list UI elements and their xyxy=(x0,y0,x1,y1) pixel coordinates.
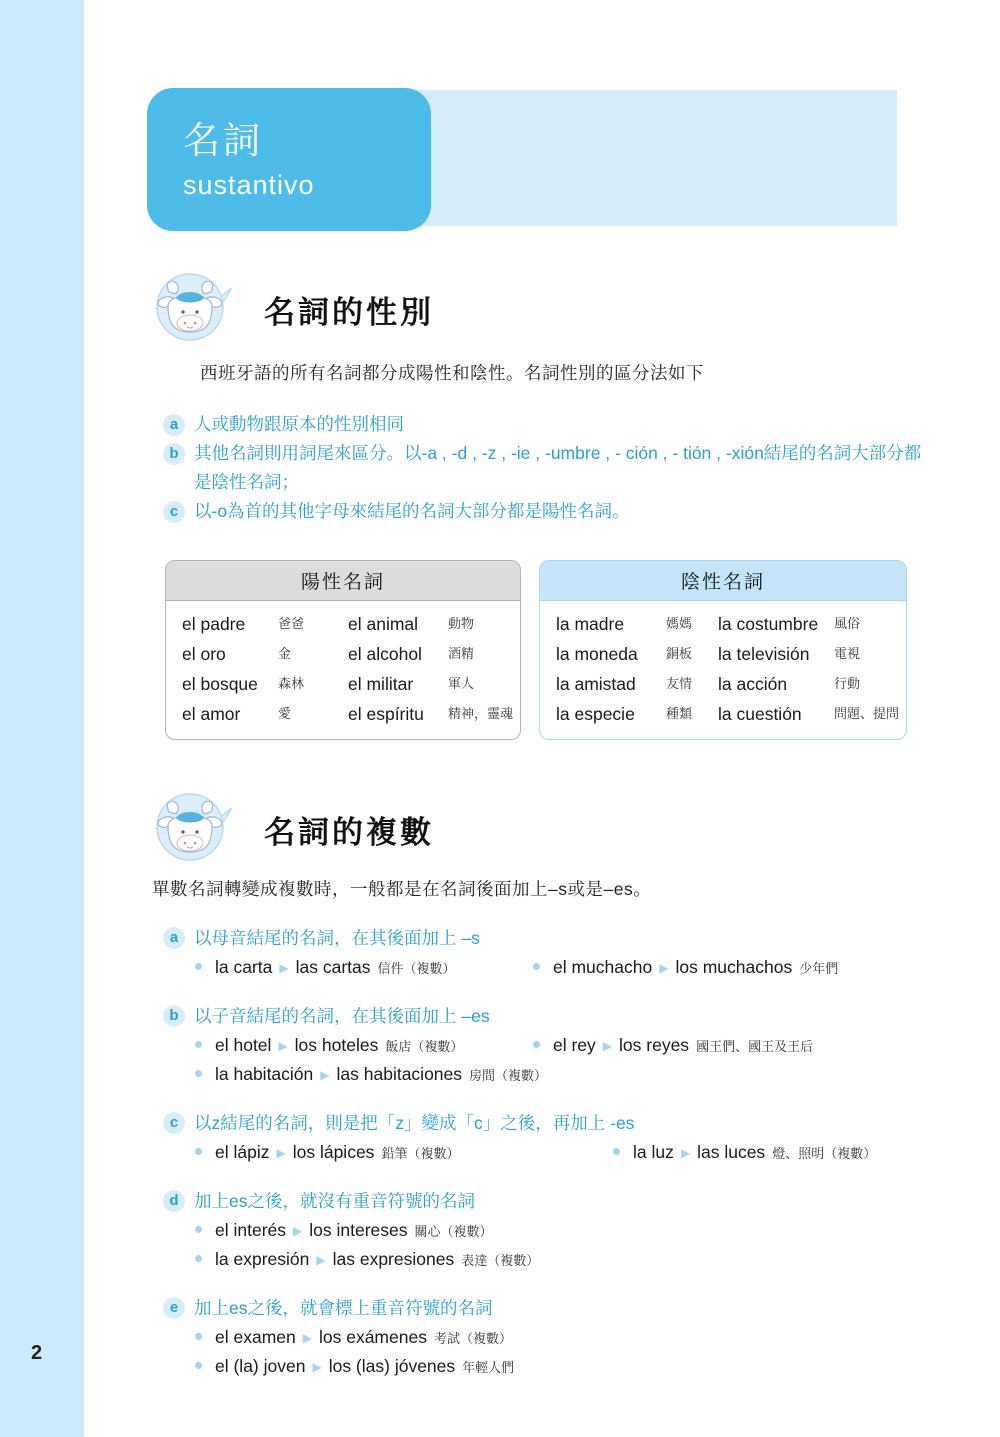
translation: 種類 xyxy=(666,706,693,721)
example xyxy=(195,1064,548,1084)
plural-rules-list xyxy=(163,923,963,1400)
noun: la especie xyxy=(556,704,635,724)
singular: el (la) joven xyxy=(215,1356,306,1376)
table-row xyxy=(182,699,516,729)
masculine-nouns-table xyxy=(165,560,521,740)
arrow-right-icon: ▶ xyxy=(320,1068,330,1082)
rule-heading xyxy=(163,923,963,953)
singular: la luz xyxy=(633,1142,674,1162)
example-line xyxy=(163,1245,963,1274)
noun: el espíritu xyxy=(348,704,424,724)
singular: el interés xyxy=(215,1220,287,1240)
example-line xyxy=(163,1352,963,1381)
section-gender-intro: 西班牙語的所有名詞都分成陽性和陰性。名詞性別的區分法如下 xyxy=(200,363,704,383)
noun: la acción xyxy=(718,674,788,694)
plural: los intereses xyxy=(309,1220,408,1240)
noun: el alcohol xyxy=(348,644,422,664)
bullet-icon xyxy=(195,1070,202,1077)
table-row xyxy=(182,639,516,669)
chapter-header-card xyxy=(147,88,431,231)
table-header: 陽性名詞 xyxy=(166,561,520,601)
example xyxy=(533,953,838,983)
left-margin-strip xyxy=(0,0,84,1437)
plural: las cartas xyxy=(295,957,371,977)
translation: 表達（複數） xyxy=(461,1253,540,1268)
singular: el rey xyxy=(553,1035,596,1055)
bullet-icon xyxy=(195,1148,202,1155)
rule-text: 以母音結尾的名詞，在其後面加上 –s xyxy=(194,928,480,948)
translation: 問題、提問 xyxy=(834,706,900,721)
letter-badge: c xyxy=(163,501,185,523)
arrow-right-icon: ▶ xyxy=(316,1253,326,1267)
translation: 愛 xyxy=(278,706,292,721)
letter-badge: e xyxy=(163,1297,185,1319)
noun: el militar xyxy=(348,674,414,694)
example xyxy=(195,1035,464,1055)
translation: 電視 xyxy=(834,646,861,661)
singular: la expresión xyxy=(215,1249,310,1269)
translation: 媽媽 xyxy=(666,616,693,631)
example xyxy=(195,1356,515,1376)
cow-mascot-icon xyxy=(156,792,234,867)
bullet-icon xyxy=(195,1226,202,1233)
example xyxy=(195,1220,493,1240)
chapter-title: 名詞 xyxy=(183,120,263,161)
translation: 動物 xyxy=(448,616,475,631)
example-line xyxy=(163,1138,963,1167)
translation: 年輕人們 xyxy=(462,1360,515,1375)
section-gender-heading xyxy=(156,272,434,347)
noun: el amor xyxy=(182,704,241,724)
plural: las expresiones xyxy=(332,1249,455,1269)
noun: la amistad xyxy=(556,674,636,694)
example xyxy=(195,1249,540,1269)
translation: 燈、照明（複數） xyxy=(772,1146,877,1161)
rule-heading xyxy=(163,1108,963,1138)
section-plural-intro: 單數名詞轉變成複數時，一般都是在名詞後面加上–s或是–es。 xyxy=(152,879,652,899)
noun: la televisión xyxy=(718,644,810,664)
singular: el lápiz xyxy=(215,1142,270,1162)
bullet-icon xyxy=(195,1041,202,1048)
section-title: 名詞的複數 xyxy=(264,815,434,850)
translation: 風俗 xyxy=(834,616,861,631)
translation: 精神，靈魂 xyxy=(448,706,514,721)
example-line xyxy=(163,1323,963,1352)
point-text: 人或動物跟原本的性別相同 xyxy=(194,414,404,434)
section-plural-heading xyxy=(156,792,434,867)
translation: 行動 xyxy=(834,676,861,691)
gender-tables xyxy=(165,560,907,740)
translation: 關心（複數） xyxy=(414,1224,493,1239)
arrow-right-icon: ▶ xyxy=(293,1224,303,1238)
rule-text: 加上es之後，就沒有重音符號的名詞 xyxy=(194,1191,475,1211)
noun: el bosque xyxy=(182,674,258,694)
chapter-subtitle: sustantivo xyxy=(183,170,315,200)
rule-d xyxy=(163,1186,963,1274)
example-line xyxy=(163,1060,963,1089)
point-text: 以-o為首的其他字母來結尾的名詞大部分都是陽性名詞。 xyxy=(194,501,630,521)
rule-c xyxy=(163,1108,963,1167)
translation: 少年們 xyxy=(799,961,839,976)
example-line xyxy=(163,1031,963,1060)
page-number: 2 xyxy=(31,1342,43,1364)
rule-text: 以子音結尾的名詞，在其後面加上 –es xyxy=(194,1006,490,1026)
translation: 軍人 xyxy=(448,676,475,691)
example xyxy=(533,1031,813,1061)
singular: el muchacho xyxy=(553,957,653,977)
translation: 信件（複數） xyxy=(377,961,456,976)
letter-badge: a xyxy=(163,414,185,436)
translation: 森林 xyxy=(278,676,305,691)
letter-badge: b xyxy=(163,1005,185,1027)
letter-badge: c xyxy=(163,1112,185,1134)
bullet-icon xyxy=(195,1362,202,1369)
translation: 爸爸 xyxy=(278,616,305,631)
rule-text: 以z結尾的名詞，則是把「z」變成「c」之後，再加上 -es xyxy=(194,1113,635,1133)
plural: los exámenes xyxy=(318,1327,427,1347)
plural: los hoteles xyxy=(294,1035,379,1055)
arrow-right-icon: ▶ xyxy=(602,1039,613,1053)
table-row xyxy=(556,699,902,729)
rule-b xyxy=(163,1001,963,1089)
letter-badge: d xyxy=(163,1190,185,1212)
translation: 國王們、國王及王后 xyxy=(696,1039,814,1054)
arrow-right-icon: ▶ xyxy=(278,1039,288,1053)
noun: el animal xyxy=(348,614,419,634)
letter-badge: b xyxy=(163,443,185,465)
arrow-right-icon: ▶ xyxy=(659,961,669,975)
bullet-icon xyxy=(613,1148,620,1155)
table-row xyxy=(556,639,902,669)
translation: 鉛筆（複數） xyxy=(381,1146,460,1161)
plural: los muchachos xyxy=(675,957,793,977)
translation: 考試（複數） xyxy=(433,1331,512,1346)
plural: las habitaciones xyxy=(336,1064,463,1084)
example xyxy=(613,1138,876,1168)
table-row xyxy=(182,609,516,639)
rule-heading xyxy=(163,1001,963,1031)
list-item xyxy=(163,439,931,497)
table-row xyxy=(556,609,902,639)
example-line xyxy=(163,953,963,982)
arrow-right-icon: ▶ xyxy=(312,1360,322,1374)
plural: los reyes xyxy=(619,1035,690,1055)
plural: las luces xyxy=(697,1142,766,1162)
feminine-nouns-table xyxy=(539,560,907,740)
section-title: 名詞的性別 xyxy=(264,295,434,330)
arrow-right-icon: ▶ xyxy=(302,1331,312,1345)
list-item xyxy=(163,497,931,526)
rule-e xyxy=(163,1293,963,1381)
singular: el hotel xyxy=(215,1035,272,1055)
table-body xyxy=(540,601,906,739)
singular: la carta xyxy=(215,957,273,977)
example xyxy=(195,1142,460,1162)
gender-points-list xyxy=(163,410,931,526)
translation: 銅板 xyxy=(666,646,693,661)
example-line xyxy=(163,1216,963,1245)
table-row xyxy=(182,669,516,699)
noun: la madre xyxy=(556,614,625,634)
translation: 飯店（複數） xyxy=(385,1039,464,1054)
noun: la cuestión xyxy=(718,704,802,724)
rule-heading xyxy=(163,1293,963,1323)
table-body xyxy=(166,601,520,739)
translation: 友情 xyxy=(666,676,693,691)
example xyxy=(195,1327,512,1347)
singular: el examen xyxy=(215,1327,296,1347)
translation: 酒精 xyxy=(448,646,475,661)
bullet-icon xyxy=(533,963,540,970)
arrow-right-icon: ▶ xyxy=(680,1146,691,1160)
noun: el oro xyxy=(182,644,226,664)
noun: la moneda xyxy=(556,644,638,664)
rule-text: 加上es之後，就會標上重音符號的名詞 xyxy=(194,1298,493,1318)
translation: 房間（複數） xyxy=(469,1068,548,1083)
cow-mascot-icon xyxy=(156,272,234,347)
plural: los lápices xyxy=(292,1142,375,1162)
rule-a xyxy=(163,923,963,982)
point-text: 其他名詞則用詞尾來區分。以-a , -d , -z , -ie , -umbre , - ción , - tión , -xión結尾的名詞大部分都是陰性名詞； xyxy=(194,443,922,492)
noun: la costumbre xyxy=(718,614,819,634)
arrow-right-icon: ▶ xyxy=(276,1146,286,1160)
bullet-icon xyxy=(195,1255,202,1262)
letter-badge: a xyxy=(163,927,185,949)
example xyxy=(195,957,456,977)
translation: 金 xyxy=(278,646,292,661)
rule-heading xyxy=(163,1186,963,1216)
arrow-right-icon: ▶ xyxy=(279,961,289,975)
bullet-icon xyxy=(533,1041,540,1048)
bullet-icon xyxy=(195,1333,202,1340)
table-row xyxy=(556,669,902,699)
list-item xyxy=(163,410,931,439)
table-header: 陰性名詞 xyxy=(540,561,906,601)
singular: la habitación xyxy=(215,1064,314,1084)
noun: el padre xyxy=(182,614,246,634)
plural: los (las) jóvenes xyxy=(328,1356,456,1376)
bullet-icon xyxy=(195,963,202,970)
